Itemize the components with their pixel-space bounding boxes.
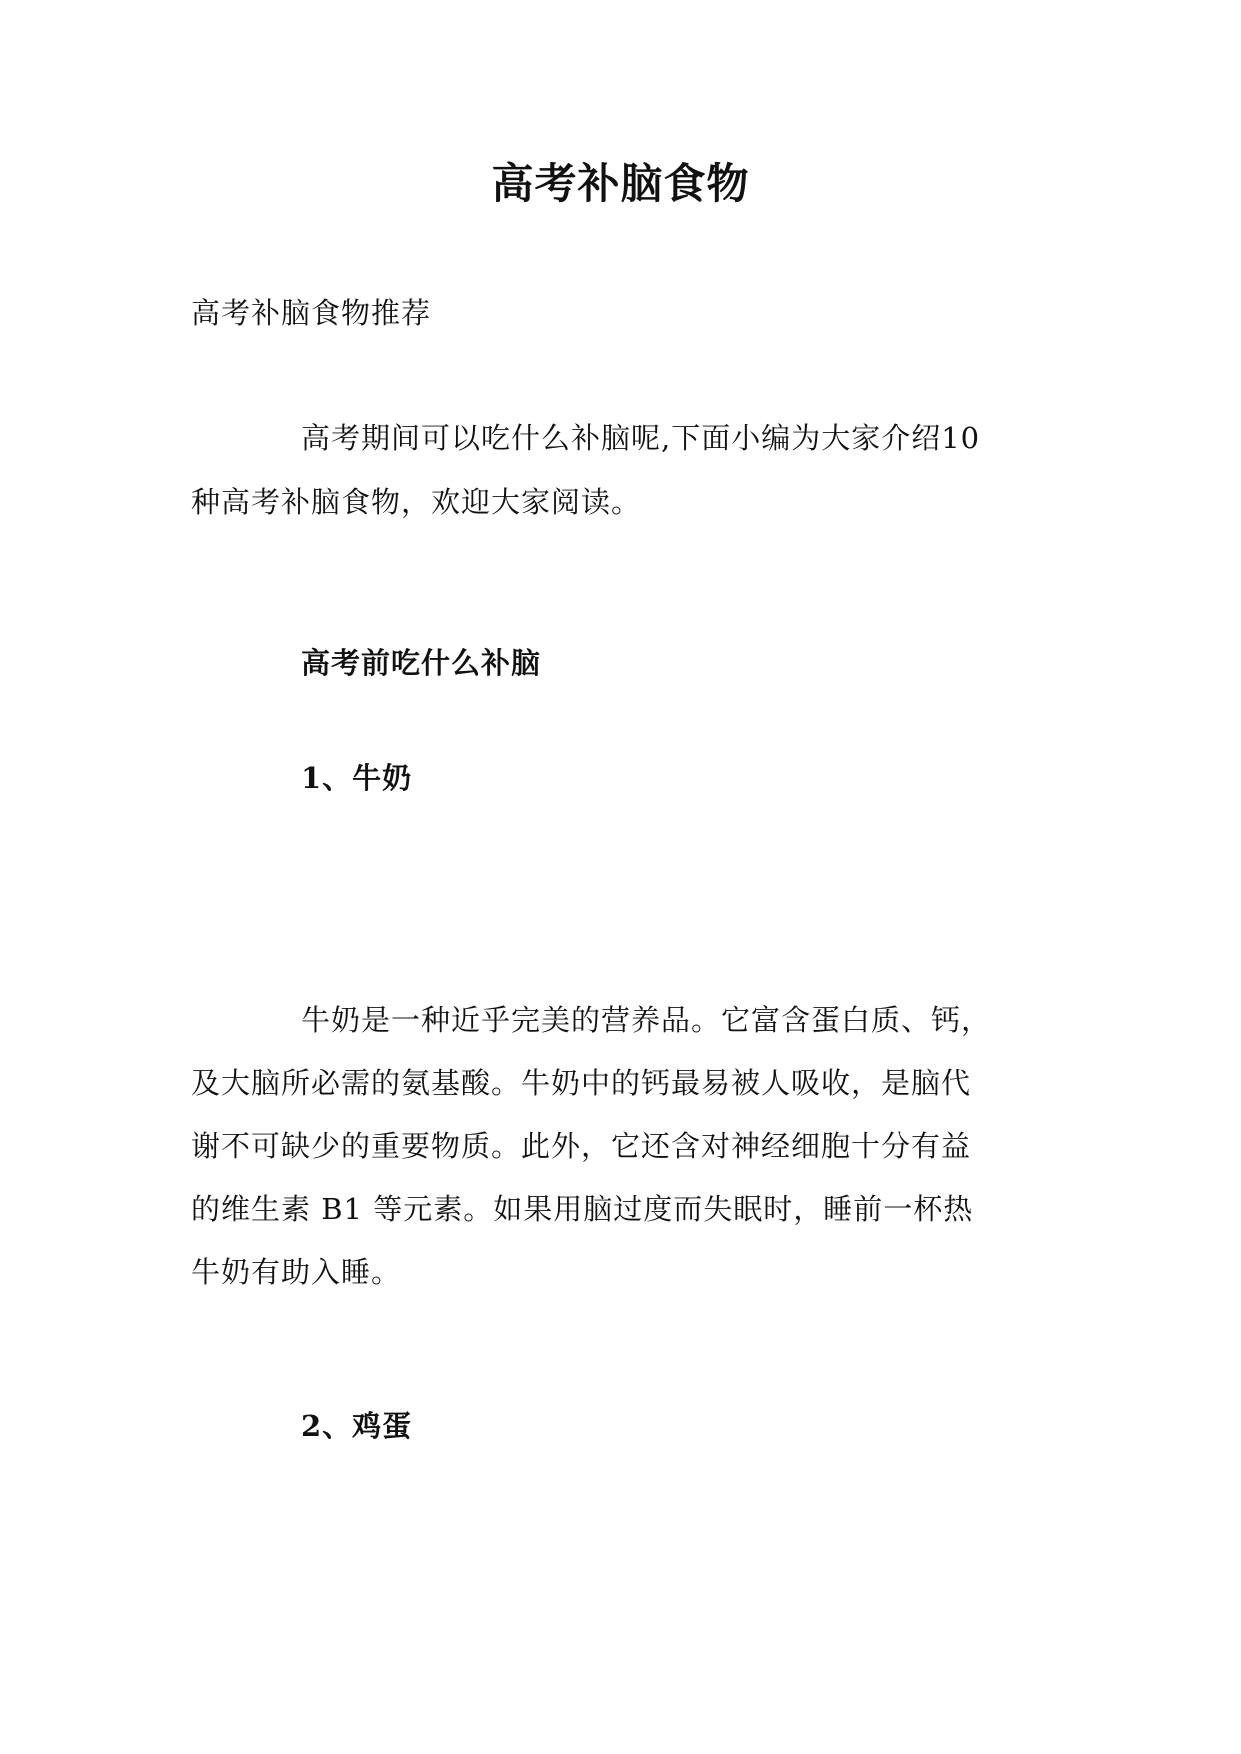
milk-paragraph: 牛奶是一种近乎完美的营养品。它富含蛋白质、钙， 及大脑所必需的氨基酸。牛奶中的钙最易被人吸收，是脑代 谢不可缺少的重要物质。此外，它还含对神经细胞十分有益 的维生素 B1 等元素。如果用脑过度而失眠时，睡前一杯热 牛奶有助入睡。 xyxy=(191,1003,992,1289)
section-heading: 高考前吃什么补脑 xyxy=(301,646,542,680)
intro-paragraph: 高考期间可以吃什么补脑呢,下面小编为大家介绍10 种高考补脑食物，欢迎大家阅读。 xyxy=(191,421,981,519)
item-heading-milk: 1、牛奶 xyxy=(301,761,413,795)
document-title: 高考补脑食物 xyxy=(491,159,750,208)
document-subtitle: 高考补脑食物推荐 xyxy=(191,296,432,330)
item-heading-egg: 2、鸡蛋 xyxy=(301,1409,413,1443)
